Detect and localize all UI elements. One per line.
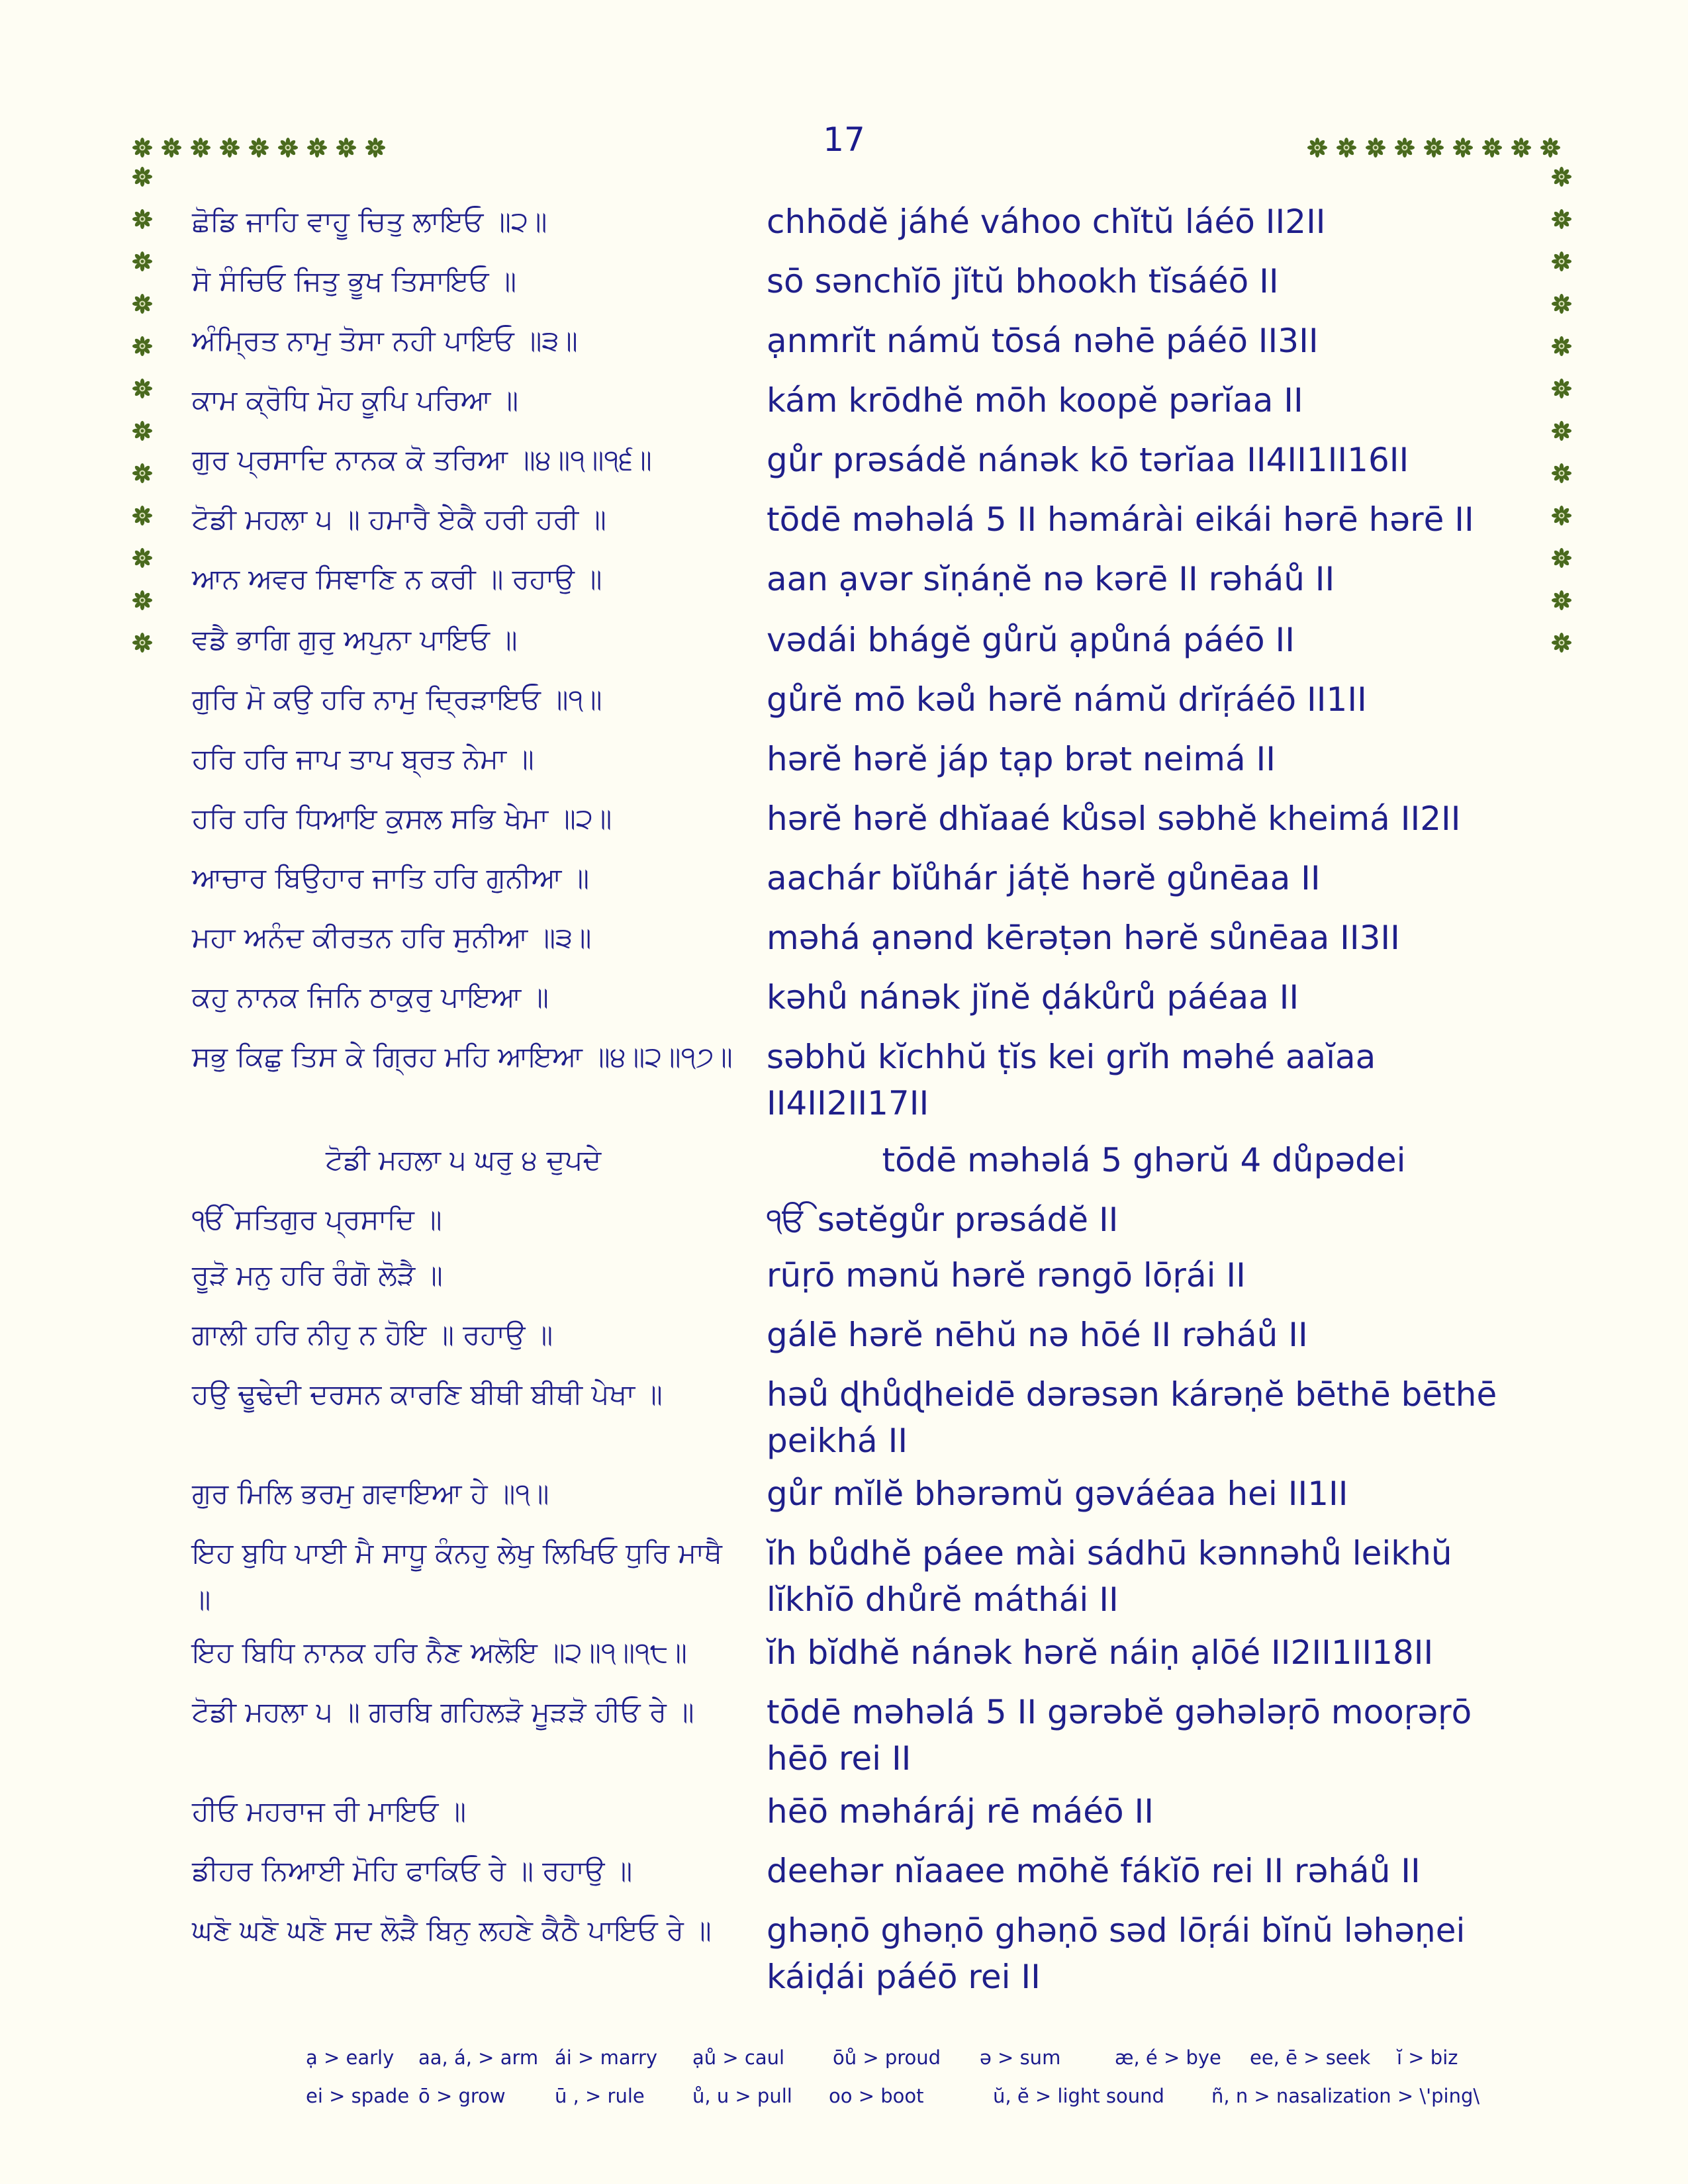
legend-item: ŭ, ĕ > light sound xyxy=(993,2085,1164,2107)
flower-ornament-icon xyxy=(1453,138,1473,158)
legend-item: æ, é > bye xyxy=(1115,2046,1221,2069)
gurmukhi-line: ਸੋ ਸੰਚਿਓ ਜਿਤੁ ਭੂਖ ਤਿਸਾਇਓ ॥ xyxy=(192,265,517,297)
flower-ornament-icon xyxy=(1552,506,1571,525)
flower-ornament-icon xyxy=(1552,251,1571,271)
flower-ornament-icon xyxy=(132,379,152,398)
flower-ornament-icon xyxy=(1552,379,1571,398)
gurmukhi-line: ਗਾਲੀ ਹਰਿ ਨੀਹੁ ਨ ਹੋਇ ॥ ਰਹਾਉ ॥ xyxy=(192,1318,553,1351)
transliteration-line: gálē hərĕ nēhŭ nə hōé II rəháů II xyxy=(767,1316,1308,1354)
transliteration-line: aachár bĭůhár jáṭĕ hərĕ gůnēaa II xyxy=(767,859,1321,897)
legend-item: ee, ē > seek xyxy=(1250,2046,1371,2069)
flower-ornament-icon xyxy=(278,138,298,158)
flower-ornament-icon xyxy=(1511,138,1531,158)
legend-item: ái > marry xyxy=(555,2046,658,2069)
legend-item: ñ, n > nasalization > \'ping\ xyxy=(1211,2085,1480,2107)
transliteration-line: hərĕ hərĕ dhĭaaé kůsəl səbhĕ kheimá II2II xyxy=(767,799,1461,838)
flower-ornament-icon xyxy=(249,138,269,158)
gurmukhi-line: ਹਉ ਢੂਢੇਦੀ ਦਰਸਨ ਕਾਰਣਿ ਬੀਥੀ ਬੀਥੀ ਪੇਖਾ ॥ xyxy=(192,1378,663,1410)
gurmukhi-line: ਹਰਿ ਹਰਿ ਧਿਆਇ ਕੁਸਲ ਸਭਿ ਖੇਮਾ ॥੨॥ xyxy=(192,802,612,835)
flower-ornament-icon xyxy=(132,251,152,271)
flower-ornament-icon xyxy=(1552,209,1571,229)
flower-ornament-icon xyxy=(1552,590,1571,610)
transliteration-line: vədái bhágĕ gůrŭ ạpůná páéō II xyxy=(767,621,1295,659)
flower-ornament-icon xyxy=(220,138,240,158)
flower-ornament-icon xyxy=(1540,138,1560,158)
gurmukhi-line: ਹਰਿ ਹਰਿ ਜਾਪ ਤਾਪ ਬ੍ਰਤ ਨੇਮਾ ॥ xyxy=(192,743,534,775)
flower-ornament-icon xyxy=(336,138,356,158)
transliteration-line: hərĕ hərĕ jáp tạp brət neimá II xyxy=(767,740,1276,778)
transliteration-line: tōdē məhəlá 5 ghərŭ 4 důpədei xyxy=(882,1141,1406,1179)
flower-ornament-icon xyxy=(132,548,152,568)
flower-ornament-icon xyxy=(191,138,211,158)
gurmukhi-line: ਡੀਹਰ ਨਿਆਈ ਮੋਹਿ ਫਾਕਿਓ ਰੇ ॥ ਰਹਾਉ ॥ xyxy=(192,1854,633,1887)
transliteration-line: tōdē məhəlá 5 II həmárài eikái hərē hərē II xyxy=(767,500,1474,539)
legend-item: ei > spade xyxy=(306,2085,410,2107)
flower-ornament-icon xyxy=(1552,548,1571,568)
gurmukhi-line: ਸਭੁ ਕਿਛੁ ਤਿਸ ਕੇ ਗ੍ਰਿਹ ਮਹਿ ਆਇਆ ॥੪॥੨॥੧੭॥ xyxy=(192,1040,733,1073)
gurmukhi-line: ਟੋਡੀ ਮਹਲਾ ੫ ਘਰੁ ੪ ਦੁਪਦੇ xyxy=(325,1144,602,1176)
transliteration-line: gůr prəsádĕ nánək kō tərĭaa II4II1II16II xyxy=(767,441,1409,479)
legend-item: ū , > rule xyxy=(555,2085,645,2107)
flower-ornament-icon xyxy=(1482,138,1502,158)
flower-ornament-icon xyxy=(132,336,152,356)
transliteration-line: sō sənchĭō jĭtŭ bhookh tĭsáéō II xyxy=(767,262,1279,300)
flower-ornament-icon xyxy=(132,138,152,158)
flower-ornament-icon xyxy=(162,138,181,158)
legend-item: ů, u > pull xyxy=(692,2085,792,2107)
legend-item: ō > grow xyxy=(418,2085,506,2107)
transliteration-line: gůr mĭlĕ bhərəmŭ gəváéaa hei II1II xyxy=(767,1475,1348,1513)
flower-ornament-icon xyxy=(1366,138,1385,158)
flower-ornament-icon xyxy=(132,590,152,610)
gurmukhi-line: ਆਨ ਅਵਰ ਸਿਞਾਣਿ ਨ ਕਰੀ ॥ ਰਹਾਉ ॥ xyxy=(192,563,602,595)
transliteration-line: gůrĕ mō kəů hərĕ námŭ drĭṛáéō II1II xyxy=(767,680,1367,719)
transliteration-line: ĭh bĭdhĕ nánək hərĕ náiṇ ạlōé II2II1II18II xyxy=(767,1633,1434,1672)
flower-ornament-icon xyxy=(132,421,152,441)
flower-ornament-icon xyxy=(1336,138,1356,158)
gurmukhi-line: ਵਡੈ ਭਾਗਿ ਗੁਰੁ ਅਪੁਨਾ ਪਾਇਓ ॥ xyxy=(192,623,518,656)
gurmukhi-line: ਟੋਡੀ ਮਹਲਾ ੫ ॥ ਗਰਬਿ ਗਹਿਲੜੋ ਮੂੜੜੋ ਹੀਓ ਰੇ ॥ xyxy=(192,1696,694,1728)
legend-item: ạů > caul xyxy=(692,2046,785,2069)
page-number: 17 xyxy=(823,120,865,159)
gurmukhi-line: ਹੀਓ ਮਹਰਾਜ ਰੀ ਮਾਇਓ ॥ xyxy=(192,1795,467,1827)
transliteration-line: rūṛō mənŭ hərĕ rəngō lōṛái II xyxy=(767,1256,1246,1295)
legend-item: ōů > proud xyxy=(833,2046,941,2069)
gurmukhi-line: ਕਹੁ ਨਾਨਕ ਜਿਨਿ ਠਾਕੁਰੁ ਪਾਇਆ ॥ xyxy=(192,981,549,1013)
gurmukhi-line: ਮਹਾ ਅਨੰਦ ਕੀਰਤਨ ਹਰਿ ਸੁਨੀਆ ॥੩॥ xyxy=(192,921,592,954)
flower-ornament-icon xyxy=(132,294,152,314)
legend-item: ĭ > biz xyxy=(1397,2046,1458,2069)
flower-ornament-icon xyxy=(132,506,152,525)
flower-ornament-icon xyxy=(1424,138,1444,158)
gurmukhi-line: ਛੋਡਿ ਜਾਹਿ ਵਾਹੂ ਚਿਤੁ ਲਾਇਓ ॥੨॥ xyxy=(192,205,547,238)
transliteration-line: səbhŭ kĭchhŭ ṭĭs kei grĭh məhé aaĭaa II4II2II17II xyxy=(767,1038,1376,1122)
gurmukhi-line: ਇਹ ਬੁਧਿ ਪਾਈ ਮੈ ਸਾਧੂ ਕੰਨਹੁ ਲੇਖੁ ਲਿਖਿਓ ਧੁਰਿ ਮਾਥੈ ॥ xyxy=(192,1537,722,1615)
flower-ornament-icon xyxy=(1395,138,1415,158)
gurmukhi-line: ਘਣੋ ਘਣੋ ਘਣੋ ਸਦ ਲੋੜੈ ਬਿਨੁ ਲਹਣੇ ਕੈਠੈ ਪਾਇਓ ਰੇ ॥ xyxy=(192,1914,712,1946)
transliteration-line: deehər nĭaaee mōhĕ fákĭō rei II rəháů II xyxy=(767,1852,1421,1890)
legend-item: ə > sum xyxy=(980,2046,1061,2069)
transliteration-line: hēō məháráj rē máéō II xyxy=(767,1792,1154,1831)
transliteration-line: ạnmrĭt námŭ tōsá nəhē páéō II3II xyxy=(767,322,1319,360)
gurmukhi-line: ਟੋਡੀ ਮਹਲਾ ੫ ॥ ਹਮਾਰੈ ਏਕੈ ਹਰੀ ਹਰੀ ॥ xyxy=(192,503,606,535)
transliteration-line: məhá ạnənd kērəṭən hərĕ sůnēaa II3II xyxy=(767,919,1400,957)
flower-ornament-icon xyxy=(1552,336,1571,356)
transliteration-line: chhōdĕ jáhé váhoo chĭtŭ láéō II2II xyxy=(767,203,1326,241)
gurmukhi-line: ੴ ਸਤਿਗੁਰ ਪ੍ਰਸਾਦਿ ॥ xyxy=(192,1203,442,1236)
transliteration-line: kám krōdhĕ mōh koopĕ pərĭaa II xyxy=(767,381,1303,420)
flower-ornament-icon xyxy=(132,167,152,187)
gurmukhi-line: ਗੁਰਿ ਮੋ ਕਉ ਹਰਿ ਨਾਮੁ ਦ੍ਰਿੜਾਇਓ ॥੧॥ xyxy=(192,683,602,715)
legend-item: oo > boot xyxy=(829,2085,924,2107)
gurmukhi-line: ਰੂੜੋ ਮਨੁ ਹਰਿ ਰੰਗੋ ਲੋੜੈ ॥ xyxy=(192,1259,443,1291)
transliteration-line: aan ạvər sĭṇáṇĕ nə kərē II rəháů II xyxy=(767,560,1335,598)
flower-ornament-icon xyxy=(1307,138,1327,158)
gurmukhi-line: ਆਚਾਰ ਬਿਉਹਾਰ ਜਾਤਿ ਹਰਿ ਗੁਨੀਆ ॥ xyxy=(192,862,590,894)
flower-ornament-icon xyxy=(1552,167,1571,187)
transliteration-line: ghəṇō ghəṇō ghəṇō səd lōṛái bĭnŭ ləhəṇei káiḍái páéō rei II xyxy=(767,1911,1466,1996)
flower-ornament-icon xyxy=(132,463,152,483)
transliteration-line: ĭh bůdhĕ páee mài sádhū kənnəhů leikhŭ lĭkhĭō dhůrĕ máthái II xyxy=(767,1534,1452,1619)
gurmukhi-line: ਗੁਰ ਪ੍ਰਸਾਦਿ ਨਾਨਕ ਕੋ ਤਰਿਆ ॥੪॥੧॥੧੬॥ xyxy=(192,443,652,476)
flower-ornament-icon xyxy=(365,138,385,158)
gurmukhi-line: ਅੰਮ੍ਰਿਤ ਨਾਮੁ ਤੋਸਾ ਨਹੀ ਪਾਇਓ ॥੩॥ xyxy=(192,324,578,357)
flower-ornament-icon xyxy=(1552,463,1571,483)
transliteration-line: kəhů nánək jĭnĕ ḍákůrů páéaa II xyxy=(767,978,1299,1017)
flower-ornament-icon xyxy=(132,209,152,229)
gurmukhi-line: ਗੁਰ ਮਿਲਿ ਭਰਮੁ ਗਵਾਇਆ ਹੇ ॥੧॥ xyxy=(192,1477,549,1510)
gurmukhi-line: ਇਹ ਬਿਧਿ ਨਾਨਕ ਹਰਿ ਨੈਣ ਅਲੋਇ ॥੨॥੧॥੧੮॥ xyxy=(192,1636,687,1668)
transliteration-line: həů ɖhůɖheidē dərəsən kárəṇĕ bēthē bēthē peikhá II xyxy=(767,1375,1497,1460)
gurmukhi-line: ਕਾਮ ਕ੍ਰੋਧਿ ਮੋਹ ਕੂਪਿ ਪਰਿਆ ॥ xyxy=(192,384,519,416)
flower-ornament-icon xyxy=(1552,421,1571,441)
flower-ornament-icon xyxy=(1552,294,1571,314)
flower-ornament-icon xyxy=(1552,633,1571,653)
flower-ornament-icon xyxy=(307,138,327,158)
legend-item: aa, á, > arm xyxy=(418,2046,539,2069)
transliteration-line: ੴ sətĕgůr prəsádĕ II xyxy=(767,1201,1119,1239)
transliteration-line: tōdē məhəlá 5 II gərəbĕ gəhələṛō mooṛəṛō hēō rei II xyxy=(767,1693,1472,1778)
flower-ornament-icon xyxy=(132,633,152,653)
legend-item: ạ > early xyxy=(306,2046,395,2069)
